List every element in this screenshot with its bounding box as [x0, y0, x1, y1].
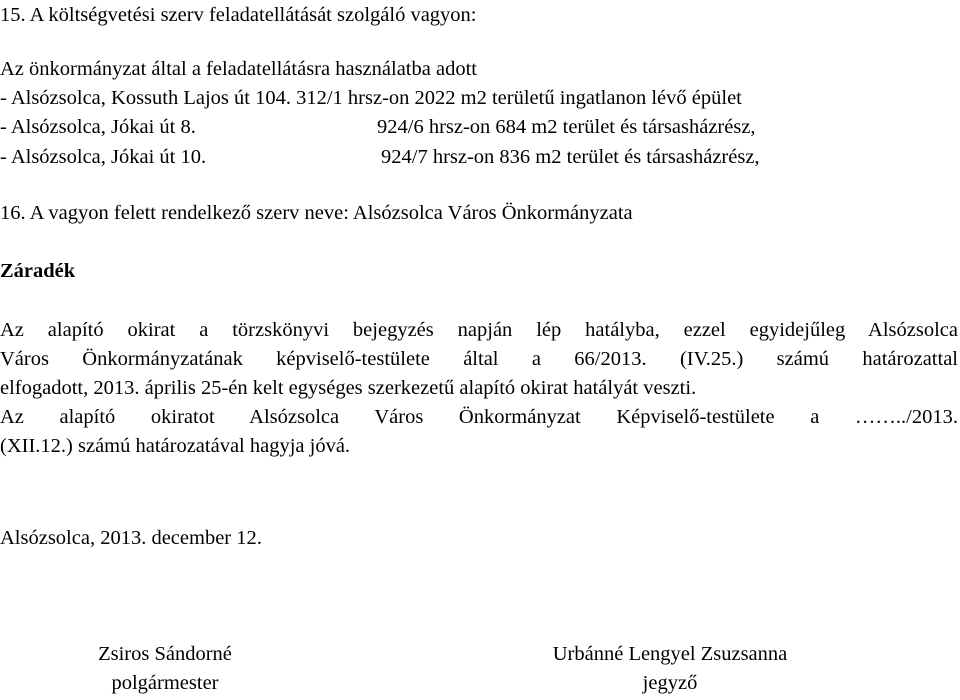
property-2-detail: 924/6 hrsz-on 684 m2 terület és társasházrész, — [377, 116, 756, 138]
section-15-heading: 15. A költségvetési szerv feladatellátását szolgáló vagyon: — [0, 4, 477, 26]
zaradek-line: Az alapító okiratot Alsózsolca Város Önkormányzat Képviselő-testülete a ……../2013. — [0, 406, 958, 428]
zaradek-body — [0, 316, 958, 374]
zaradek-line: elfogadott, 2013. április 25-én kelt egységes szerkezetű alapító okirat hatályát veszti. — [0, 377, 697, 399]
property-3-detail: 924/7 hrsz-on 836 m2 terület és társasházrész, — [381, 146, 760, 168]
section-15-intro: Az önkormányzat által a feladatellátásra használatba adott — [0, 58, 477, 80]
signer-name-right: Urbánné Lengyel Zsuzsanna — [552, 643, 788, 665]
place-date: Alsózsolca, 2013. december 12. — [0, 527, 262, 549]
zaradek-line: Város Önkormányzatának képviselő-testülete által a 66/2013. (IV.25.) számú határozattal — [0, 348, 958, 370]
zaradek-heading: Záradék — [0, 260, 76, 282]
signature-right — [510, 640, 830, 698]
zaradek-line: (XII.12.) számú határozatával hagyja jóvá. — [0, 435, 351, 457]
signer-title-right: jegyző — [642, 672, 698, 694]
property-2-address: - Alsózsolca, Jókai út 8. — [0, 116, 196, 138]
section-16-text: 16. A vagyon felett rendelkező szerv neve: Alsózsolca Város Önkormányzata — [0, 202, 633, 224]
property-3-address: - Alsózsolca, Jókai út 10. — [0, 146, 207, 168]
signer-name-left: Zsiros Sándorné — [98, 643, 232, 665]
signature-left — [40, 640, 290, 698]
property-line-1: - Alsózsolca, Kossuth Lajos út 104. 312/1 hrsz-on 2022 m2 területű ingatlanon lévő épület — [0, 87, 742, 109]
signer-title-left: polgármester — [111, 672, 219, 694]
zaradek-line: Az alapító okirat a törzskönyvi bejegyzés napján lép hatályba, ezzel egyidejűleg Alsózsolca — [0, 319, 958, 341]
zaradek-body-2 — [0, 403, 958, 432]
